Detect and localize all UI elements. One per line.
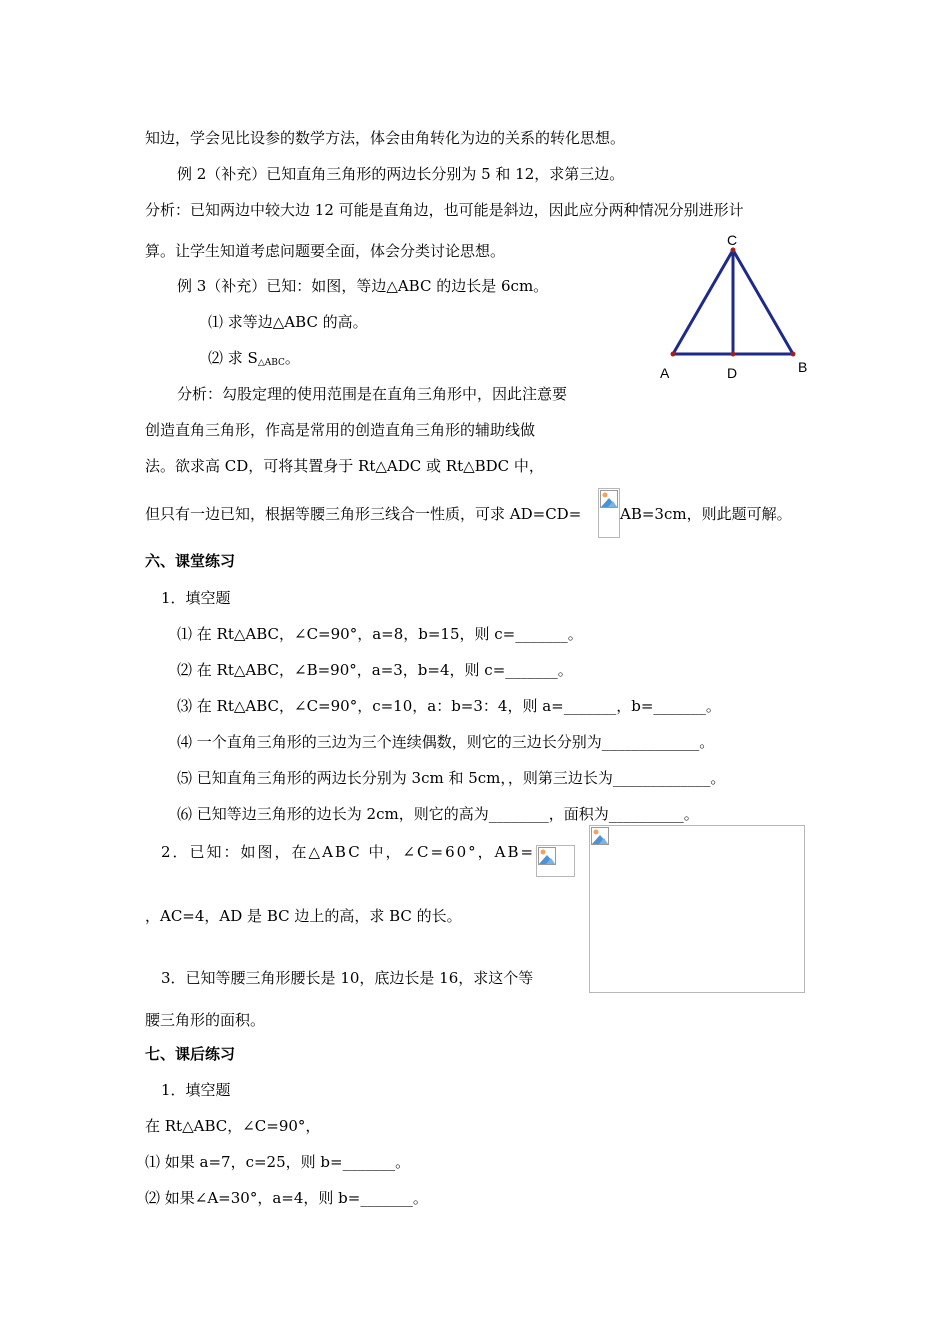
point-b [791, 352, 796, 357]
question-line: ⑴ 求等边△ABC 的高。 [208, 313, 368, 331]
label-d: D [727, 365, 738, 381]
point-c [731, 248, 736, 253]
analysis-line: 分析：已知两边中较大边 12 可能是直角边，也可能是斜边，因此应分两种情况分别进形计 [145, 201, 744, 219]
fill-question: ⑴ 在 Rt△ABC，∠C=90°，a=8，b=15，则 c=_______。 [177, 625, 583, 643]
text-part: AB=3cm，则此题可解。 [620, 505, 792, 523]
text-line: 算。让学生知道考虑问题要全面，体会分类讨论思想。 [145, 242, 506, 260]
problem-2: 2．已知：如图，在△ABC 中，∠C=60°，AB= [161, 843, 536, 861]
side-ac [673, 250, 733, 354]
fill-question: ⑸ 已知直角三角形的两边长分别为 3cm 和 5cm，，则第三边长为_____________。 [177, 769, 726, 787]
subscript-text: △ABC [257, 358, 285, 368]
point-a [671, 352, 676, 357]
question-line [208, 348, 300, 373]
broken-figure-image [589, 825, 805, 993]
image-placeholder-icon [600, 490, 618, 508]
fill-question: ⑶ 在 Rt△ABC，∠C=90°，c=10，a：b=3：4，则 a=_______，b=_______。 [177, 697, 721, 715]
analysis-line: 分析：勾股定理的使用范围是在直角三角形中，因此注意要 [177, 385, 568, 403]
subheading: 1．填空题 [161, 1081, 231, 1099]
label-b: B [798, 359, 808, 375]
fill-question: ⑹ 已知等边三角形的边长为 2cm，则它的高为________，面积为__________。 [177, 805, 699, 823]
text-line: 知边，学会见比设参的数学方法，体会由角转化为边的关系的转化思想。 [145, 129, 626, 147]
image-placeholder-icon [538, 847, 556, 865]
triangle-lines [673, 250, 793, 354]
label-a: A [660, 365, 670, 381]
section-heading: 七、课后练习 [145, 1045, 236, 1063]
problem-3-cont: 腰三角形的面积。 [145, 1011, 266, 1029]
side-bc [733, 250, 793, 354]
fill-question: ⑵ 在 Rt△ABC，∠B=90°，a=3，b=4，则 c=_______。 [177, 661, 573, 679]
text-line: 法。欲求高 CD，可将其置身于 Rt△ADC 或 Rt△BDC 中， [145, 457, 544, 475]
text-line [145, 504, 581, 524]
text-line: 创造直角三角形，作高是常用的创造直角三角形的辅助线做 [145, 421, 536, 439]
example-3: 例 3（补充）已知：如图，等边△ABC 的边长是 6cm。 [177, 277, 549, 295]
example-2: 例 2（补充）已知直角三角形的两边长分别为 5 和 12，求第三边。 [177, 165, 625, 183]
subheading: 1．填空题 [161, 589, 231, 607]
text-part: 但只有一边已知，根据等腰三角形三线合一性质，可求 AD=CD= [145, 505, 582, 523]
fill-question: ⑷ 一个直角三角形的三边为三个连续偶数，则它的三边长分别为_____________。 [177, 733, 715, 751]
point-d [731, 352, 736, 357]
question-text: 。 [284, 349, 300, 367]
fill-question: ⑵ 如果∠A=30°，a=4，则 b=_______。 [145, 1189, 428, 1207]
problem-2-cont: ，AC=4，AD 是 BC 边上的高，求 BC 的长。 [145, 907, 462, 925]
section-heading: 六、课堂练习 [145, 552, 236, 570]
fill-question: ⑴ 如果 a=7，c=25，则 b=_______。 [145, 1153, 411, 1171]
problem-3: 3．已知等腰三角形腰长是 10，底边长是 16，求这个等 [161, 969, 534, 987]
image-placeholder-icon [591, 827, 609, 845]
broken-image-icon [598, 488, 620, 538]
text-line: 在 Rt△ABC，∠C=90°， [145, 1117, 321, 1135]
question-text: ⑵ 求 S [208, 349, 258, 367]
label-c: C [727, 232, 738, 248]
triangle-figure [650, 228, 820, 388]
broken-image-icon [536, 845, 575, 877]
